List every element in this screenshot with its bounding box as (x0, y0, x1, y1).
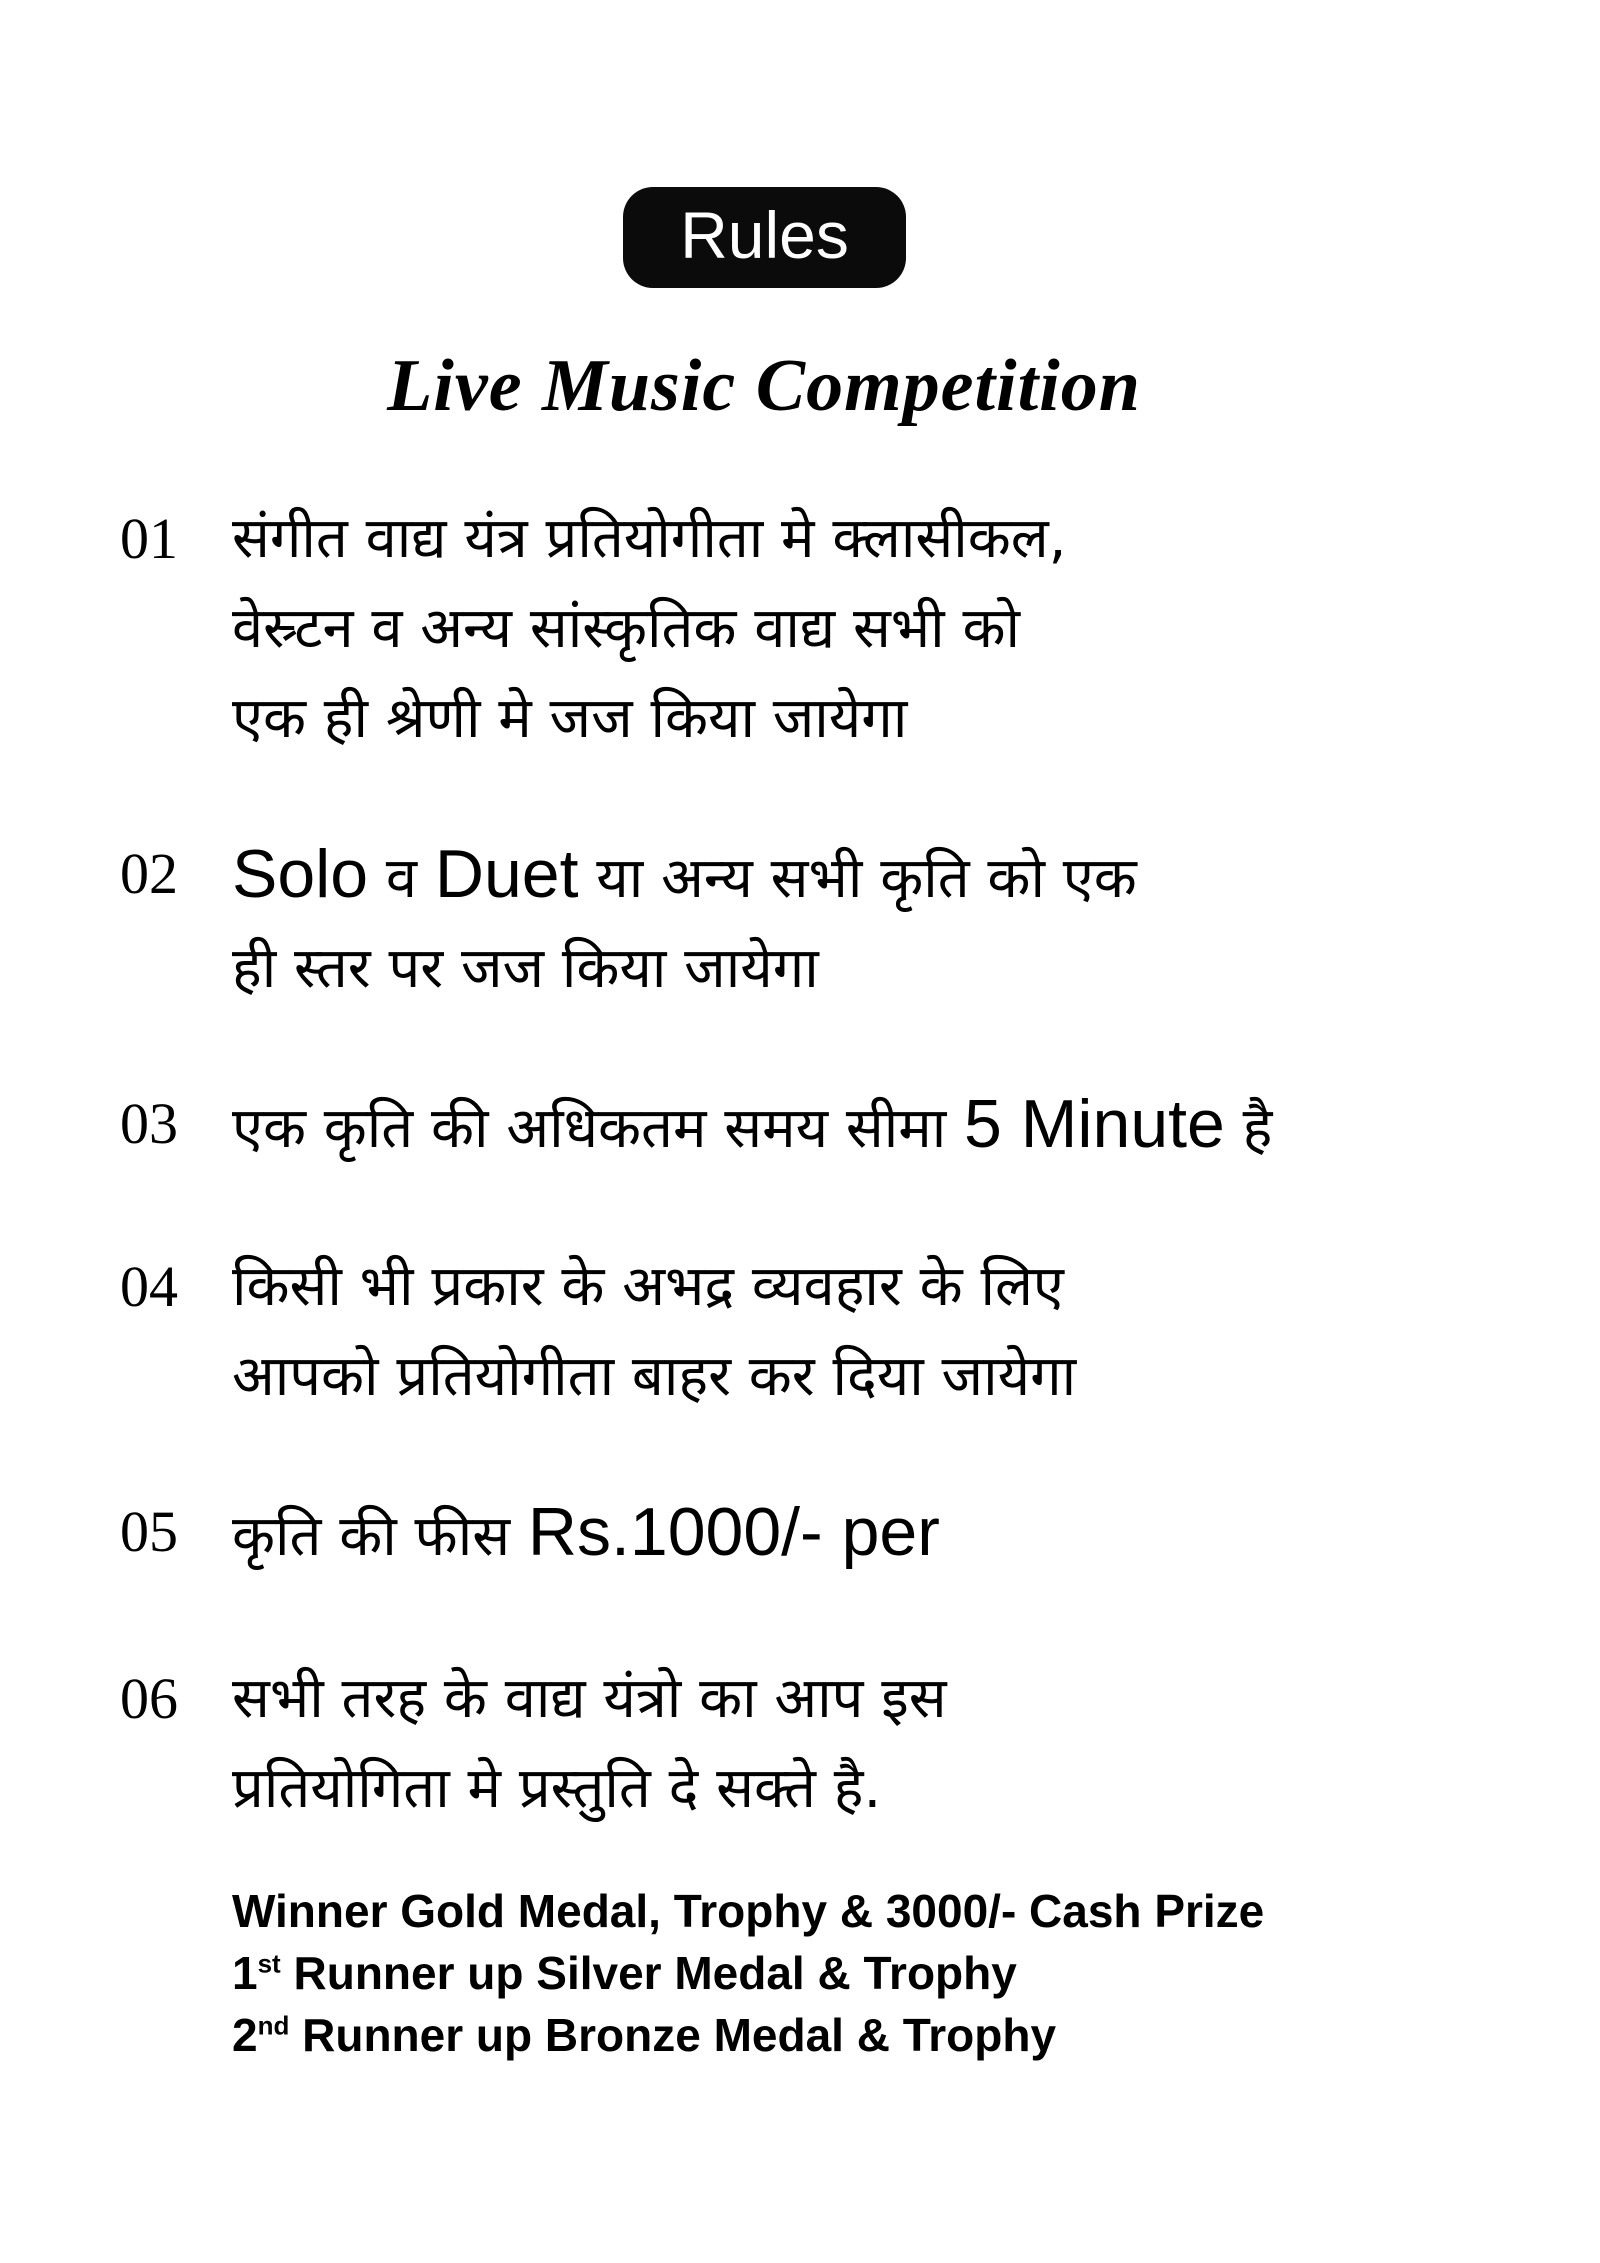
rule-line-text: या अन्य सभी कृति को एक (578, 846, 1137, 911)
rule-line (232, 1242, 1076, 1332)
rule-text (232, 829, 1137, 1014)
prize-line-winner: Winner Gold Medal, Trophy & 3000/- Cash Prize (232, 1885, 1265, 1937)
rule-line (232, 1487, 940, 1582)
rule-line-text: सभी तरह के वाद्य यंत्रो का आप इस (232, 1666, 947, 1731)
rank-number: 2 (232, 2009, 258, 2061)
rules-badge-label: Rules (680, 197, 849, 272)
rule-line-text: व (368, 846, 435, 911)
rule-line (232, 494, 1066, 584)
rule-line-text: किसी भी प्रकार के अभद्र व्यवहार के लिए (232, 1254, 1064, 1319)
rule-line-text: प्रतियोगिता मे प्रस्तुति दे सक्ते है. (232, 1756, 882, 1821)
page-title: Live Music Competition (387, 345, 1141, 427)
rule-number: 01 (120, 506, 178, 571)
rank-ordinal: st (257, 1948, 281, 1979)
prize-list (232, 1880, 1264, 2066)
rule-line (232, 1079, 1272, 1174)
rule-number: 06 (120, 1666, 178, 1731)
rule-item-06 (120, 1654, 947, 1834)
rule-line (232, 829, 1137, 924)
rule-text (232, 1079, 1272, 1174)
rule-text (232, 1242, 1076, 1422)
rule-text (232, 494, 1066, 764)
rule-line-text: वेस्र्टन व अन्य सांस्कृतिक वाद्य सभी को (232, 596, 1020, 661)
rule-number: 03 (120, 1091, 178, 1156)
rule-line (232, 1332, 1076, 1422)
prize-line-first-runner (232, 1942, 1264, 2004)
rule-line (232, 1654, 947, 1744)
rule-number: 04 (120, 1254, 178, 1319)
rule-number: 05 (120, 1499, 178, 1564)
rule-item-03 (120, 1079, 1272, 1174)
prize-text: Runner up Bronze Medal & Trophy (289, 2009, 1057, 2061)
rule-line-text: ही स्तर पर जज किया जायेगा (232, 936, 819, 1001)
rule-line-text: एक कृति की अधिकतम समय सीमा (232, 1096, 965, 1161)
rule-line (232, 924, 1137, 1014)
rule-item-05 (120, 1487, 940, 1582)
rule-line-text: एक ही श्रेणी मे जज किया जायेगा (232, 686, 908, 751)
prize-text: Runner up Silver Medal & Trophy (280, 1947, 1017, 1999)
rules-badge (623, 187, 906, 288)
rule-number: 02 (120, 841, 178, 906)
rule-line-latin: Duet (434, 836, 579, 912)
rule-item-04 (120, 1242, 1076, 1422)
rule-line (232, 674, 1066, 764)
rule-line (232, 584, 1066, 674)
rule-line-text: आपको प्रतियोगीता बाहर कर दिया जायेगा (232, 1344, 1077, 1409)
rule-line-latin: Solo (232, 836, 369, 912)
rule-item-02 (120, 829, 1137, 1014)
rule-line-latin: 5 Minute (964, 1086, 1225, 1162)
rule-item-01 (120, 494, 1066, 764)
rule-text (232, 1487, 940, 1582)
rule-line-text: संगीत वाद्य यंत्र प्रतियोगीता मे क्लासीकल, (232, 506, 1067, 571)
rule-line-text: है (1224, 1096, 1273, 1161)
prize-line-second-runner (232, 2004, 1264, 2066)
rule-line-text: कृति की फीस (232, 1504, 528, 1569)
rank-number: 1 (232, 1947, 258, 1999)
rule-text (232, 1654, 947, 1834)
rule-line (232, 1744, 947, 1834)
rank-ordinal: nd (257, 2010, 290, 2041)
rule-line-latin: Rs.1000/- per (527, 1494, 940, 1570)
